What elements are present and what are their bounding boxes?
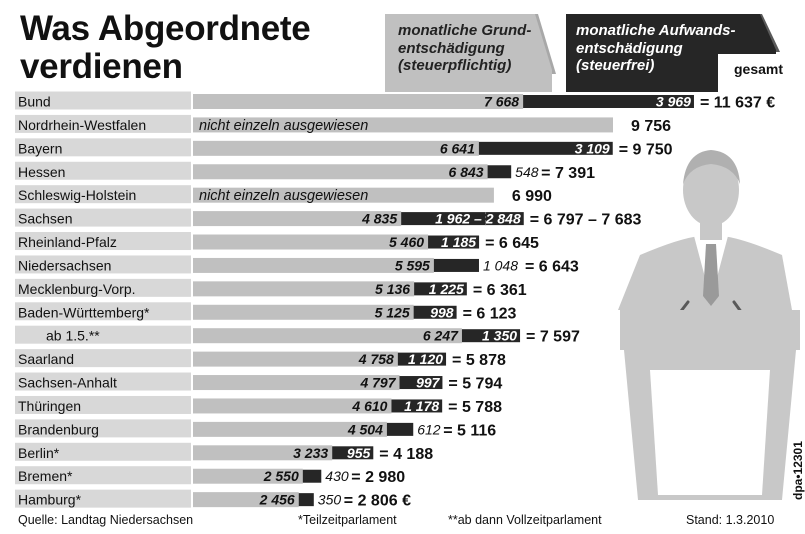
total-label: = 5 116: [443, 422, 497, 440]
total-label: = 2 806 €: [343, 492, 411, 510]
total-label: 6 990: [511, 188, 552, 206]
bar-aufwand: [488, 165, 512, 178]
podium-top: [620, 310, 800, 350]
aufwand-value-label: 997: [416, 374, 440, 391]
grund-value-label: 7 668: [484, 93, 520, 110]
total-label: = 6 645: [485, 235, 539, 253]
aufwand-value-label: 1 185: [441, 234, 477, 251]
row-label: Hamburg*: [18, 491, 82, 508]
aufwand-value-label: 1 225: [428, 280, 464, 297]
aufwand-value-label: 1 350: [482, 327, 518, 344]
bar-aufwand: [299, 493, 314, 506]
table-row: [15, 373, 502, 393]
legend-grund-line: (steuerpflichtig): [398, 57, 512, 74]
title-line-2: verdienen: [20, 47, 183, 86]
grund-value-label: 2 456: [259, 491, 295, 508]
footnote-part-time: *Teilzeitparlament: [298, 513, 397, 527]
aufwand-value-label: 430: [325, 468, 349, 485]
aufwand-value-label: 548: [515, 163, 539, 180]
date-note: Stand: 1.3.2010: [686, 513, 775, 527]
bar-note: nicht einzeln ausgewiesen: [199, 117, 369, 134]
bar-aufwand: [434, 259, 479, 272]
row-label: Sachsen-Anhalt: [18, 374, 117, 391]
podium-panel: [650, 370, 770, 495]
table-row: [15, 443, 433, 463]
table-row: [15, 279, 527, 299]
speaker-at-podium-icon: [618, 150, 800, 500]
table-row: [15, 232, 539, 252]
row-label: Brandenburg: [18, 421, 99, 438]
legend-aufwand-line: entschädigung: [576, 40, 683, 57]
legend-grund-line: monatliche Grund-: [398, 22, 532, 39]
table-row: [15, 138, 673, 158]
aufwand-value-label: 1 048: [482, 257, 519, 274]
bar-grund: [193, 328, 462, 343]
bar-aufwand: [303, 470, 322, 483]
table-row: [15, 255, 579, 275]
grund-value-label: 4 610: [352, 397, 388, 414]
footnote-full-time: **ab dann Vollzeitparlament: [448, 513, 602, 527]
bar-grund: [193, 94, 523, 109]
grund-value-label: 3 233: [293, 444, 329, 461]
aufwand-value-label: 3 109: [574, 140, 610, 157]
aufwand-value-label: 3 969: [655, 93, 691, 110]
table-row: [15, 419, 496, 439]
grund-value-label: 5 125: [374, 304, 410, 321]
row-label: Schleswig-Holstein: [18, 187, 137, 204]
grund-value-label: 4 504: [347, 421, 383, 438]
table-row: [15, 209, 642, 229]
total-label: = 5 794: [448, 375, 503, 393]
row-label: Niedersachsen: [18, 257, 112, 274]
total-label: = 9 750: [618, 141, 673, 159]
grund-value-label: 4 758: [358, 351, 394, 368]
row-label: Berlin*: [18, 444, 60, 461]
table-row: [15, 326, 580, 346]
row-label: Mecklenburg-Vorp.: [18, 280, 136, 297]
row-label-stripe: [15, 326, 191, 344]
grund-value-label: 5 136: [375, 280, 411, 297]
grund-value-label: 4 835: [362, 210, 398, 227]
grund-value-label: 2 550: [263, 468, 299, 485]
bar-grund: [193, 164, 488, 179]
grund-value-label: 5 460: [389, 234, 425, 251]
row-label: Thüringen: [18, 397, 82, 414]
grund-value-label: 6 843: [448, 163, 484, 180]
aufwand-value-label: 1 962 – 2 848: [435, 210, 521, 227]
total-label: = 4 188: [379, 445, 434, 463]
total-label: = 5 878: [452, 352, 506, 370]
table-row: [15, 162, 595, 182]
total-label: = 7 391: [541, 164, 596, 182]
legend-aufwand-line: monatliche Aufwands-: [576, 22, 736, 39]
legend-aufwand-line: (steuerfrei): [576, 57, 655, 74]
total-label: 9 756: [630, 117, 672, 135]
agency-credit: dpa•12301: [791, 441, 805, 500]
aufwand-value-label: 955: [346, 444, 371, 461]
total-label: = 11 637 €: [699, 94, 776, 112]
table-row: [15, 466, 405, 486]
chart-legend: [385, 14, 796, 92]
row-label: Rheinland-Pfalz: [18, 234, 117, 251]
grund-value-label: 4 797: [360, 374, 396, 391]
row-label: Bayern: [18, 140, 63, 157]
row-label: Bund: [18, 93, 51, 110]
total-label: = 5 788: [448, 398, 503, 416]
table-row: [15, 92, 775, 112]
bar-note: nicht einzeln ausgewiesen: [199, 188, 369, 205]
table-row: [15, 396, 502, 416]
table-row: [15, 185, 552, 205]
row-label: Nordrhein-Westfalen: [18, 116, 147, 133]
total-label: = 6 361: [472, 281, 527, 299]
total-label: = 2 980: [351, 469, 406, 487]
total-label: = 6 797 – 7 683: [529, 211, 642, 229]
row-label: Baden-Württemberg*: [18, 304, 150, 321]
row-label: Saarland: [18, 351, 75, 368]
grund-value-label: 6 247: [422, 327, 458, 344]
aufwand-value-label: 612: [417, 421, 441, 438]
bar-aufwand: [387, 423, 413, 436]
legend-gesamt-label: gesamt: [734, 61, 784, 77]
grund-value-label: 6 641: [439, 140, 475, 157]
aufwand-value-label: 998: [430, 304, 454, 321]
row-label: Bremen*: [18, 468, 73, 485]
table-row: [15, 490, 411, 510]
source-note: Quelle: Landtag Niedersachsen: [18, 513, 194, 527]
total-label: = 7 597: [526, 328, 580, 346]
table-row: [15, 302, 517, 322]
aufwand-value-label: 350: [317, 491, 342, 508]
row-label: Hessen: [18, 163, 66, 180]
table-row: [15, 349, 506, 369]
bar-grund: [193, 141, 479, 156]
table-row: [15, 115, 671, 135]
legend-grund-line: entschädigung: [398, 40, 505, 57]
title-line-1: Was Abgeordnete: [20, 9, 311, 48]
row-label: ab 1.5.**: [46, 327, 100, 344]
row-label: Sachsen: [18, 210, 73, 227]
total-label: = 6 123: [462, 305, 517, 323]
aufwand-value-label: 1 120: [408, 351, 444, 368]
total-label: = 6 643: [524, 258, 579, 276]
grund-value-label: 5 595: [394, 257, 430, 274]
aufwand-value-label: 1 178: [404, 397, 440, 414]
